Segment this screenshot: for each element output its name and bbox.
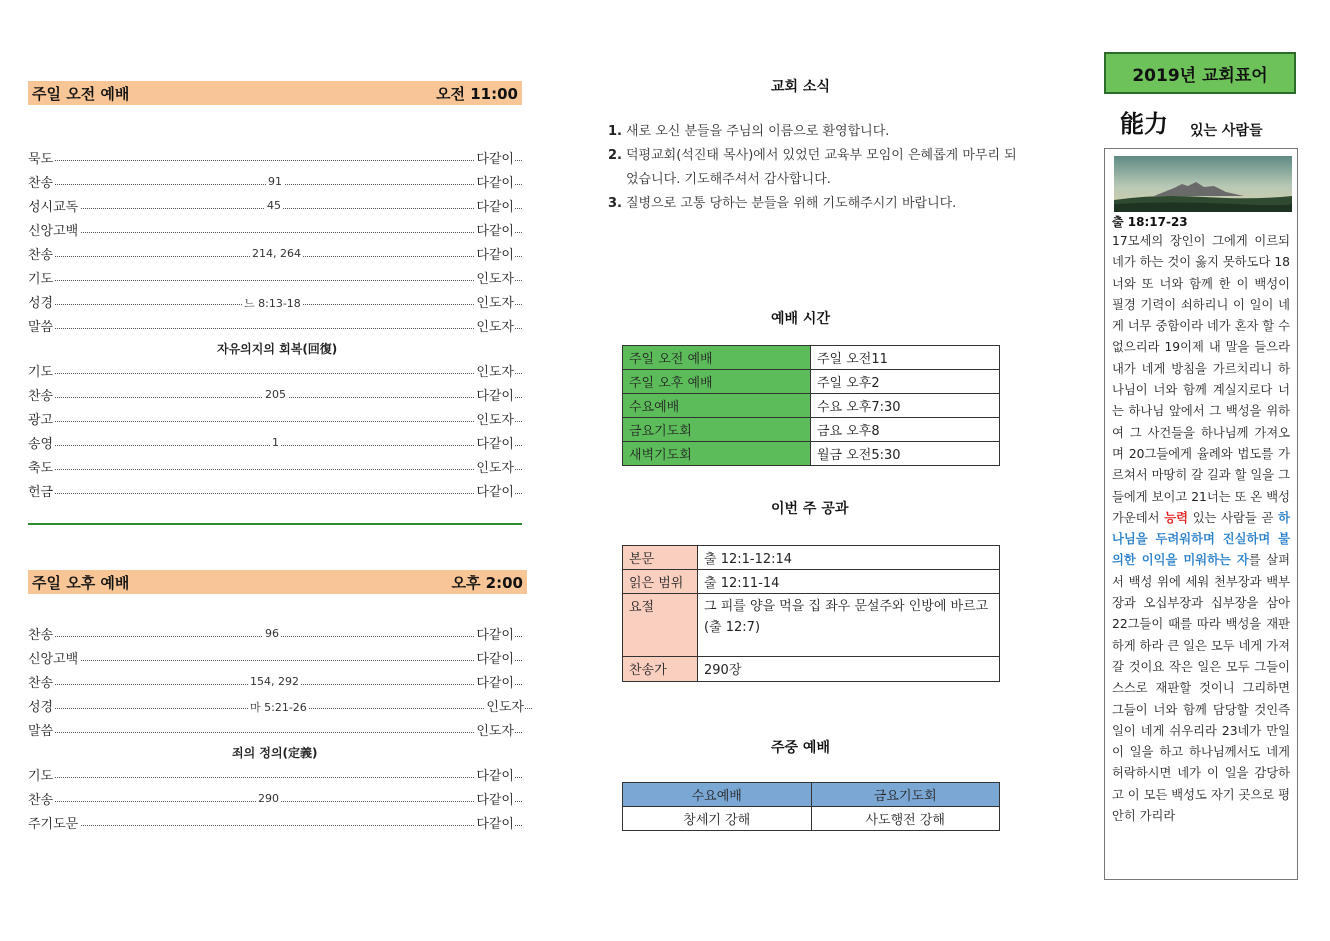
order-label: 기도 [28, 361, 55, 380]
news-item [606, 120, 1026, 144]
order-row [28, 648, 522, 670]
order-detail: 91 [268, 175, 282, 188]
order-label: 광고 [28, 409, 55, 428]
order-label: 기도 [28, 268, 55, 287]
order-role: 다같이 [474, 148, 514, 167]
order-label: 축도 [28, 457, 55, 476]
order-label: 말씀 [28, 720, 55, 739]
news-number: 2. [608, 148, 622, 163]
order-role: 다같이 [474, 385, 514, 404]
order-role: 인도자 [474, 268, 514, 287]
order-role: 다같이 [474, 624, 514, 643]
order-row [28, 172, 522, 194]
order-row [28, 457, 522, 479]
order-detail: 205 [265, 388, 286, 401]
order-detail: 214, 264 [252, 247, 301, 260]
worship-times-table [622, 345, 1000, 466]
order-row [28, 268, 522, 290]
order-detail: 느 8:13-18 [244, 297, 301, 310]
table-row [623, 346, 1000, 370]
morning-service-title: 주일 오전 예배 [32, 84, 130, 103]
order-role: 인도자 [474, 316, 514, 335]
order-row [28, 361, 522, 383]
afternoon-sermon-title: 죄의 정의(定義) [232, 746, 318, 760]
verse-segment: 있는 사람들 곧 [1188, 510, 1279, 525]
service-time: 월금 오전5:30 [811, 442, 1000, 466]
order-row [28, 672, 522, 694]
order-label: 헌금 [28, 481, 55, 500]
service-name: 주일 오후 예배 [623, 370, 811, 394]
table-row [623, 394, 1000, 418]
service-time: 금요 오후8 [811, 418, 1000, 442]
table-row [623, 418, 1000, 442]
morning-service-time: 오전 11:00 [436, 84, 518, 103]
order-label: 말씀 [28, 316, 55, 335]
order-row [28, 385, 522, 407]
order-label: 찬송 [28, 789, 55, 808]
order-row [28, 220, 522, 242]
motto-title-box [1104, 52, 1296, 94]
order-row [28, 316, 522, 338]
news-item [606, 192, 1026, 216]
order-row [28, 292, 522, 314]
order-row [28, 813, 522, 835]
order-row [28, 196, 522, 218]
order-role: 다같이 [474, 789, 514, 808]
verse-text [1112, 231, 1290, 827]
order-row [28, 696, 532, 718]
order-role: 다같이 [474, 481, 514, 500]
afternoon-service-time: 오후 2:00 [451, 573, 523, 592]
section-divider [28, 523, 522, 525]
table-row [623, 546, 1000, 570]
table-row [623, 570, 1000, 594]
table-row [623, 657, 1000, 682]
order-role: 다같이 [474, 672, 514, 691]
order-role: 다같이 [474, 196, 514, 215]
morning-service-header [28, 81, 522, 105]
midweek-value: 창세기 강해 [623, 807, 812, 831]
order-role: 다같이 [474, 172, 514, 191]
order-label: 신앙고백 [28, 220, 80, 239]
lesson-value: 출 12:11-14 [698, 570, 1000, 594]
midweek-header: 수요예배 [623, 783, 812, 807]
verse-segment: 를 살펴서 백성 위에 세워 천부장과 백부장과 오십부장과 십부장을 삼아 22그들이 때를 따라 백성을 재판하게 하라 큰 일은 모두 네게 가져갈 것이요 작은 일은 모두 그들이 스스로 재판할 것이니 그리하면 그들이 너와 함께 담당할 것인즉 일이 네게 쉬우리라 23네가 만일 이 일을 하고 하나님께서도 네게 허락하시면 네가 이 일을 감당하고 이 모든 백성도 자기 곳으로 평안히 가리라 [1112, 553, 1290, 824]
lesson-label: 찬송가 [623, 657, 698, 682]
verse-highlight-red: 능력 [1164, 510, 1188, 525]
motto-title: 2019년 교회표어 [1132, 65, 1268, 86]
order-role: 다같이 [474, 648, 514, 667]
service-name: 수요예배 [623, 394, 811, 418]
midweek-value: 사도행전 강해 [811, 807, 1000, 831]
lesson-label: 읽은 범위 [623, 570, 698, 594]
order-detail: 96 [265, 627, 279, 640]
order-detail: 290 [258, 792, 279, 805]
motto-subtitle: 있는 사람들 [1190, 123, 1263, 139]
news-number: 3. [608, 196, 622, 211]
order-row [28, 789, 522, 811]
midweek-header: 금요기도회 [811, 783, 1000, 807]
service-name: 새벽기도회 [623, 442, 811, 466]
service-name: 주일 오전 예배 [623, 346, 811, 370]
order-label: 찬송 [28, 385, 55, 404]
verse-segment: 17모세의 장인이 그에게 이르되 네가 하는 것이 옳지 못하도다 18너와 또 너와 함께 한 이 백성이 필경 기력이 쇠하리니 이 일이 네게 너무 중함이라 네가 혼자 할 수 없으리라 19이제 내 말을 들으라 내가 네게 방침을 가르치리니 하나님이 너와 함께 계실지로다 너는 하나님 앞에서 그 백성을 위하여 그 사건들을 하나님께 가져오며 20그들에게 율례와 법도를 가르쳐서 마땅히 갈 길과 할 일을 그들에게 보이고 21너는 또 온 백성 가운데서 [1112, 234, 1290, 525]
mountain-landscape-image [1114, 156, 1292, 212]
lesson-table [622, 545, 1000, 682]
afternoon-service-title: 주일 오후 예배 [32, 573, 130, 592]
table-row [623, 807, 1000, 831]
verse-highlight-blue: 하나님을 두려워하며 진실하며 불의한 이익을 미워하는 자 [1112, 510, 1290, 568]
order-role: 다같이 [474, 813, 514, 832]
order-label: 성경 [28, 292, 55, 311]
news-text: 질병으로 고통 당하는 분들을 위해 기도해주시기 바랍니다. [626, 196, 957, 211]
order-label: 주기도문 [28, 813, 80, 832]
order-row [28, 481, 522, 503]
table-row [623, 783, 1000, 807]
order-label: 신앙고백 [28, 648, 80, 667]
order-role: 인도자 [474, 409, 514, 428]
afternoon-service-header [28, 570, 527, 594]
service-time: 주일 오후2 [811, 370, 1000, 394]
lesson-label: 본문 [623, 546, 698, 570]
order-role: 인도자 [474, 361, 514, 380]
order-role: 다같이 [474, 220, 514, 239]
order-label: 찬송 [28, 672, 55, 691]
order-row [28, 148, 522, 170]
order-row [28, 624, 522, 646]
order-label: 묵도 [28, 148, 55, 167]
order-row [28, 409, 522, 431]
news-item [606, 144, 1026, 192]
midweek-table [622, 782, 1000, 831]
lesson-title: 이번 주 공과 [771, 501, 849, 517]
news-number: 1. [608, 124, 622, 139]
motto-keyword: 能力 [1120, 110, 1168, 138]
lesson-value: 그 피를 양을 먹을 집 좌우 문설주와 인방에 바르고(출 12:7) [698, 594, 1000, 657]
order-role: 다같이 [474, 244, 514, 263]
order-label: 성경 [28, 696, 55, 715]
order-detail: 마 5:21-26 [250, 701, 307, 714]
order-row [28, 433, 522, 455]
news-text: 새로 오신 분들을 주님의 이름으로 환영합니다. [626, 124, 890, 139]
lesson-value: 290장 [698, 657, 1000, 682]
service-name: 금요기도회 [623, 418, 811, 442]
table-row [623, 594, 1000, 657]
order-label: 송영 [28, 433, 55, 452]
order-detail: 45 [267, 199, 281, 212]
order-label: 찬송 [28, 624, 55, 643]
order-row [28, 244, 522, 266]
lesson-value: 출 12:1-12:14 [698, 546, 1000, 570]
order-label: 찬송 [28, 244, 55, 263]
order-detail: 154, 292 [250, 675, 299, 688]
midweek-title: 주중 예배 [771, 740, 830, 756]
order-label: 성시교독 [28, 196, 80, 215]
verse-reference: 출 18:17-23 [1112, 215, 1188, 229]
service-time: 주일 오전11 [811, 346, 1000, 370]
table-row [623, 370, 1000, 394]
order-label: 찬송 [28, 172, 55, 191]
order-role: 인도자 [474, 457, 514, 476]
news-list [606, 120, 1026, 216]
lesson-label: 요절 [623, 594, 698, 657]
news-title: 교회 소식 [771, 79, 830, 95]
order-role: 다같이 [474, 765, 514, 784]
order-label: 기도 [28, 765, 55, 784]
morning-sermon-title: 자유의지의 회복(回復) [217, 342, 338, 356]
order-role: 다같이 [474, 433, 514, 452]
order-role: 인도자 [474, 720, 514, 739]
service-time: 수요 오후7:30 [811, 394, 1000, 418]
order-role: 인도자 [474, 292, 514, 311]
order-row [28, 720, 522, 742]
order-row [28, 765, 522, 787]
worship-times-title: 예배 시간 [771, 311, 830, 327]
news-text: 덕평교회(석진태 목사)에서 있었던 교육부 모임이 은혜롭게 마무리 되었습니다. 기도해주셔서 감사합니다. [626, 148, 1017, 187]
table-row [623, 442, 1000, 466]
order-detail: 1 [272, 436, 279, 449]
order-role: 인도자 [484, 696, 524, 715]
